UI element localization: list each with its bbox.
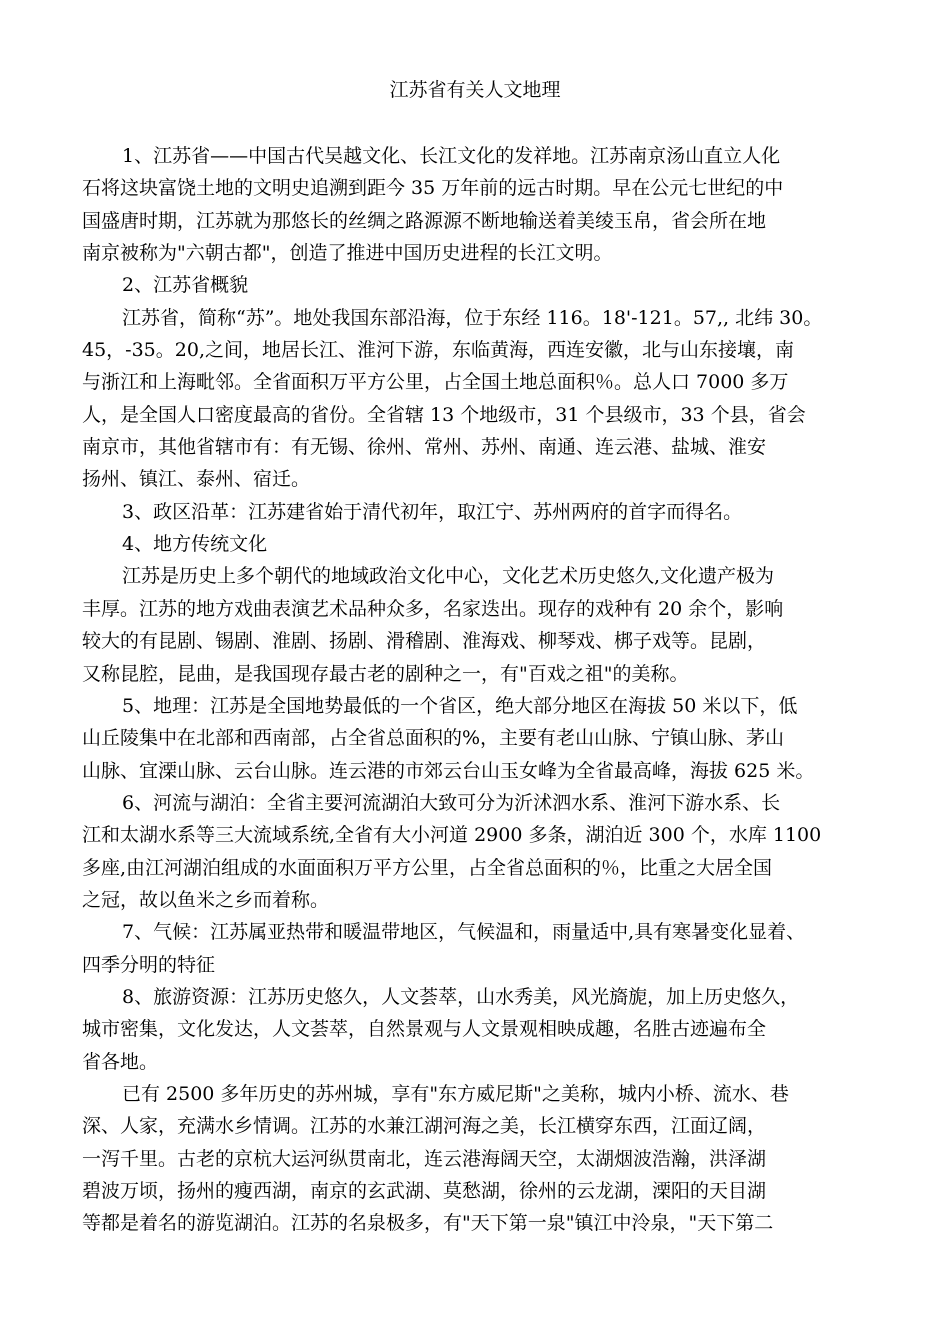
text-line: 深、人家，充满水乡情调。江苏的水兼江湖河海之美，长江横穿东西，江面辽阔， [82, 1115, 767, 1138]
text-line: 南京市，其他省辖市有：有无锡、徐州、常州、苏州、南通、连云港、盐城、淮安 [82, 436, 767, 459]
document-title: 江苏省有关人文地理 [389, 79, 561, 101]
text-line: 6、河流与湖泊：全省主要河流湖泊大致可分为沂沭泗水系、淮河下游水系、长 [122, 791, 781, 814]
document-body [82, 140, 902, 1240]
text-line: 5、地理：江苏是全国地势最低的一个省区，绝大部分地区在海拔 50 米以下，低 [122, 694, 798, 717]
text-line: 江苏是历史上多个朝代的地域政治文化中心，文化艺术历史悠久,文化遗产极为 [122, 565, 775, 588]
text-line: 7、气候：江苏属亚热带和暖温带地区，气候温和，雨量适中,具有寒暑变化显着、 [122, 921, 806, 944]
text-line: 山丘陵集中在北部和西南部，占全省总面积的%，主要有老山山脉、宁镇山脉、茅山 [82, 727, 785, 750]
text-line: 3、政区沿革：江苏建省始于清代初年，取江宁、苏州两府的首字而得名。 [122, 500, 743, 523]
text-line: 四季分明的特征 [82, 953, 216, 976]
text-line: 较大的有昆剧、锡剧、淮剧、扬剧、滑稽剧、淮海戏、柳琴戏、梆子戏等。昆剧， [82, 630, 767, 653]
text-line: 城市密集，文化发达，人文荟萃，自然景观与人文景观相映成趣，名胜古迹遍布全 [82, 1018, 767, 1041]
text-line: 4、地方传统文化 [122, 533, 268, 556]
text-line: 与浙江和上海毗邻。全省面积万平方公里，占全国土地总面积％。总人口 7000 多万 [82, 371, 789, 394]
text-line: 人，是全国人口密度最高的省份。全省辖 13 个地级市，31 个县级市，33 个县，省会 [82, 403, 806, 426]
text-line: 之冠，故以鱼米之乡而着称。 [82, 888, 330, 911]
text-line: 又称昆腔，昆曲，是我国现存最古老的剧种之一，有"百戏之祖"的美称。 [82, 662, 689, 685]
text-line: 扬州、镇江、泰州、宿迁。 [82, 468, 311, 491]
text-line: 已有 2500 多年历史的苏州城，享有"东方威尼斯"之美称，城内小桥、流水、巷 [122, 1082, 789, 1105]
text-line: 省各地。 [82, 1050, 159, 1073]
text-line: 江苏省，简称“苏”。地处我国东部沿海，位于东经 116。18'-121。57,, 北纬 30。 [122, 306, 823, 329]
text-line: 2、江苏省概貌 [122, 274, 249, 297]
text-line: 江和太湖水系等三大流域系统,全省有大小河道 2900 多条，湖泊近 300 个，水库 1100 [82, 824, 822, 847]
text-line: 山脉、宜溧山脉、云台山脉。连云港的市郊云台山玉女峰为全省最高峰，海拔 625 米。 [82, 759, 815, 782]
text-line: 多座,由江河湖泊组成的水面面积万平方公里，占全省总面积的％，比重之大居全国 [82, 856, 773, 879]
text-line: 南京被称为"六朝古都"，创造了推进中国历史进程的长江文明。 [82, 242, 613, 265]
text-line: 丰厚。江苏的地方戏曲表演艺术品种众多，名家迭出。现存的戏种有 20 余个，影响 [82, 597, 784, 620]
text-line: 8、旅游资源：江苏历史悠久，人文荟萃，山水秀美，风光旖旎，加上历史悠久， [122, 985, 800, 1008]
text-line: 碧波万顷，扬州的瘦西湖，南京的玄武湖、莫愁湖，徐州的云龙湖，溧阳的天目湖 [82, 1180, 767, 1202]
text-line: 一泻千里。古老的京杭大运河纵贯南北，连云港海阔天空，太湖烟波浩瀚，洪泽湖 [82, 1147, 767, 1170]
text-line: 石将这块富饶土地的文明史追溯到距今 35 万年前的远古时期。早在公元七世纪的中 [82, 177, 784, 200]
text-line: 45，-35。20,之间，地居长江、淮河下游，东临黄海，西连安徽，北与山东接壤，南 [82, 339, 794, 362]
text-line: 1、江苏省——中国古代吴越文化、长江文化的发祥地。江苏南京汤山直立人化 [122, 145, 781, 167]
text-line: 等都是着名的游览湖泊。江苏的名泉极多，有"天下第一泉"镇江中泠泉，"天下第二 [82, 1212, 774, 1235]
text-line: 国盛唐时期，江苏就为那悠长的丝绸之路源源不断地输送着美绫玉帛，省会所在地 [82, 209, 767, 232]
